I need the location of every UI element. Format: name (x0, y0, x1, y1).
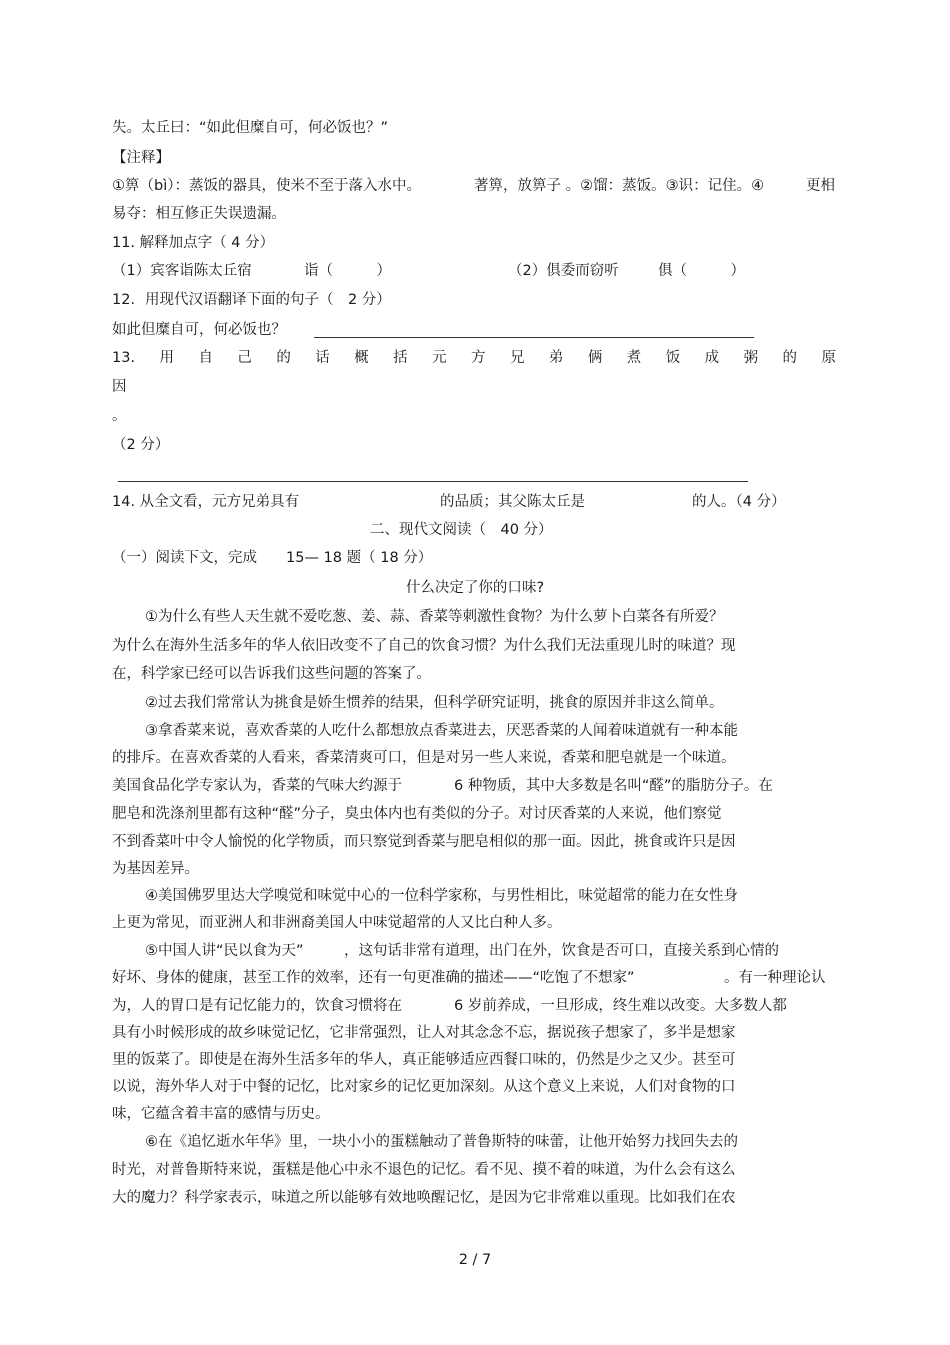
question-12-title: 12．用现代汉语翻译下面的句子（ 2 分） (112, 292, 391, 308)
paragraph-1-line: 在，科学家已经可以告诉我们这些问题的答案了。 (112, 666, 431, 682)
paragraph-3-line: 肥皂和洗涤剂里都有这种“醛”分子，臭虫体内也有类似的分子。对讨厌香菜的人来说，他们察觉 (112, 806, 722, 822)
section-2-subheading-b: 15— 18 题（ 18 分） (286, 550, 433, 566)
passage-last-line: 失。太丘曰：“如此但糜自可，何必饭也？” (112, 120, 389, 136)
q13-char: 饭 (665, 350, 681, 366)
q13-char: 俩 (587, 350, 603, 366)
question-12-answer-line (314, 337, 754, 338)
paragraph-6-line: ⑥在《追忆逝水年华》里，一块小小的蛋糕触动了普鲁斯特的味蕾，让他开始努力找回失去的 (145, 1134, 738, 1150)
paragraph-6-line: 时光，对普鲁斯特来说，蛋糕是他心中永不退色的记忆。看不见、摸不着的味道，为什么会有这么 (112, 1162, 736, 1178)
q13-char: 概 (354, 350, 369, 366)
section-2-subheading-a: （一）阅读下文，完成 (112, 550, 257, 566)
q13-char: 粥 (743, 350, 759, 366)
q13-char: 原 (821, 350, 836, 366)
paragraph-5-line: ，这句话非常有道理，出门在外，饮食是否可口，直接关系到心情的 (344, 943, 779, 959)
paragraph-5-line: 好坏、身体的健康，甚至工作的效率，还有一句更准确的描述——“吃饱了不想家” (112, 970, 635, 986)
paragraph-5-line: 里的饭菜了。即使是在海外生活多年的华人，真正能够适应西餐口味的，仍然是少之又少。甚至可 (112, 1052, 736, 1068)
paragraph-5-line: 6 岁前养成，一旦形成，终生难以改变。大多数人都 (454, 998, 787, 1014)
question-11-item-2: （2）俱委而窃听 (508, 263, 619, 279)
q13-char: 元 (432, 350, 447, 366)
question-11-blank-2: 俱（ ） (658, 263, 745, 279)
article-title: 什么决定了你的口味? (405, 580, 545, 596)
paragraph-3-line: 不到香菜叶中令人愉悦的化学物质，而只察觉到香菜与肥皂相似的那一面。因此，挑食或许只是因 (112, 834, 736, 850)
paragraph-3-line: 为基因差异。 (112, 861, 199, 877)
q13-char: 煮 (626, 350, 642, 366)
paragraph-5-line: 为，人的胃口是有记忆能力的，饮食习惯将在 (112, 998, 402, 1014)
paragraph-3-line: 美国食品化学专家认为，香菜的气味大约源于 (112, 778, 402, 794)
q13-char: 的 (276, 350, 291, 366)
q13-char: 兄 (509, 350, 525, 366)
question-13-line-3: 。 (112, 408, 127, 424)
section-2-heading: 二、现代文阅读（ 40 分） (370, 522, 553, 538)
paragraph-5-line: 。有一种理论认 (724, 970, 826, 986)
notes-heading: 【注释】 (112, 150, 170, 166)
note-line-2: 易夺：相互修正失误遗漏。 (112, 206, 286, 222)
paragraph-3-line: 6 种物质，其中大多数是名叫“醛”的脂肪分子。在 (454, 778, 773, 794)
q13-char: 弟 (548, 350, 564, 366)
paragraph-3-line: ③拿香菜来说，喜欢香菜的人吃什么都想放点香菜进去，厌恶香菜的人闻着味道就有一种本能 (145, 723, 738, 739)
q13-char: 用 (159, 350, 174, 366)
question-11-item-1: （1）宾客诣陈太丘宿 (112, 263, 252, 279)
note-line-1b: 著箅，放箅子 。②馏：蒸饭。③识：记住。④ (474, 178, 765, 194)
q13-char: 自 (198, 350, 213, 366)
paragraph-5-line: 以说，海外华人对于中餐的记忆，比对家乡的记忆更加深刻。从这个意义上来说，人们对食物的口 (112, 1079, 736, 1095)
q13-char: 括 (393, 350, 408, 366)
question-13-line-2: 因 (112, 379, 127, 395)
question-12-sentence: 如此但糜自可，何必饭也？ (112, 322, 286, 338)
paragraph-1-line: ①为什么有些人天生就不爱吃葱、姜、蒜、香菜等刺激性食物？为什么萝卜白菜各有所爱？ (145, 609, 724, 625)
note-line-1a: ①箅（bì）：蒸饭的器具，使米不至于落入水中。 (112, 178, 421, 194)
q13-char: 己 (237, 350, 252, 366)
paragraph-6-line: 大的魔力？科学家表示，味道之所以能够有效地唤醒记忆，是因为它非常难以重现。比如我们在农 (112, 1190, 736, 1206)
question-14-part-b: 的品质；其父陈太丘是 (440, 494, 585, 510)
question-14-part-a: 14. 从全文看，元方兄弟具有 (112, 494, 300, 510)
question-11-blank-1: 诣（ ） (304, 263, 391, 279)
page-number: 2 / 7 (458, 1252, 492, 1268)
paragraph-5-line: 味，它蕴含着丰富的感情与历史。 (112, 1106, 330, 1122)
question-13-score: （2 分） (112, 437, 170, 453)
q13-char: 13. (112, 350, 136, 366)
paragraph-4-line: 上更为常见，而亚洲人和非洲裔美国人中味觉超常的人又比白种人多。 (112, 915, 562, 931)
question-14-part-c: 的人。（4 分） (692, 494, 786, 510)
paragraph-1-line: 为什么在海外生活多年的华人依旧改变不了自己的饮食习惯？为什么我们无法重现儿时的味道？现 (112, 638, 736, 654)
question-11-title: 11. 解释加点字（ 4 分） (112, 235, 275, 251)
question-13-line-1 (112, 348, 836, 368)
paragraph-5-line: 具有小时候形成的故乡味觉记忆，它非常强烈，让人对其念念不忘，据说孩子想家了，多半是想家 (112, 1025, 736, 1041)
note-line-1c: 更相 (806, 178, 835, 194)
paragraph-3-line: 的排斥。在喜欢香菜的人看来，香菜清爽可口，但是对另一些人来说，香菜和肥皂就是一个味道。 (112, 750, 736, 766)
paragraph-4-line: ④美国佛罗里达大学嗅觉和味觉中心的一位科学家称，与男性相比，味觉超常的能力在女性身 (145, 888, 738, 904)
paragraph-5-line: ⑤中国人讲“民以食为天” (145, 943, 304, 959)
q13-char: 的 (782, 350, 797, 366)
q13-char: 话 (315, 350, 330, 366)
paragraph-2-line: ②过去我们常常认为挑食是娇生惯养的结果，但科学研究证明，挑食的原因并非这么简单。 (145, 695, 724, 711)
q13-char: 方 (471, 350, 486, 366)
q13-char: 成 (704, 350, 720, 366)
question-13-answer-line (118, 481, 748, 482)
